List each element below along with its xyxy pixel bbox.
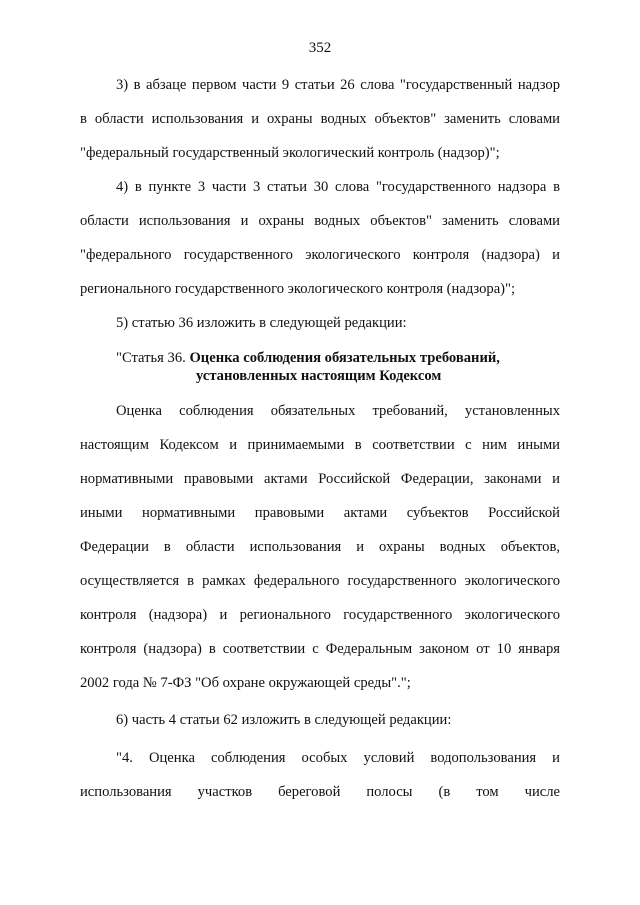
- text-line: "4. Оценка соблюдения особых условий водопользования и: [116, 750, 560, 766]
- article-title-line-1: Оценка соблюдения обязательных требований,: [189, 350, 500, 366]
- text-line: осуществляется в рамках федерального государственного экологического: [80, 573, 560, 589]
- paragraph-item-5: [80, 306, 560, 340]
- paragraph-item-7: [80, 741, 560, 809]
- text-line: области использования и охраны водных объектов" заменить словами: [80, 213, 560, 229]
- text-line: в области использования и охраны водных объектов" заменить словами: [80, 111, 560, 127]
- article-heading: [80, 349, 560, 385]
- text-line: Оценка соблюдения обязательных требований, установленных: [116, 403, 560, 419]
- text-line: 6) часть 4 статьи 62 изложить в следующей редакции:: [116, 712, 452, 728]
- text-line: использования участков береговой полосы (в том числе: [80, 784, 560, 800]
- text-line: Федерации в области использования и охраны водных объектов,: [80, 539, 560, 555]
- article-number: "Статья 36.: [116, 350, 186, 366]
- text-line: 5) статью 36 изложить в следующей редакции:: [116, 315, 407, 331]
- text-line: настоящим Кодексом и принимаемыми в соответствии с ним иными: [80, 437, 560, 453]
- page-number: 352: [308, 40, 332, 56]
- text-line: 4) в пункте 3 части 3 статьи 30 слова "государственного надзора в: [116, 179, 560, 195]
- article-title-line-2: установленных настоящим Кодексом: [196, 368, 442, 384]
- paragraph-item-3: [80, 68, 560, 170]
- text-line: 2002 года № 7-ФЗ "Об охране окружающей среды".";: [80, 675, 411, 691]
- text-line: 3) в абзаце первом части 9 статьи 26 слова "государственный надзор: [116, 77, 560, 93]
- text-line: регионального государственного экологического контроля (надзора)";: [80, 281, 516, 297]
- text-line: контроля (надзора) в соответствии с Федеральным законом от 10 января: [80, 641, 560, 657]
- paragraph-item-4: [80, 170, 560, 306]
- text-line: "федерального государственного экологического контроля (надзора) и: [80, 247, 560, 263]
- text-line: нормативными правовыми актами Российской Федерации, законами и: [80, 471, 560, 487]
- article-body: [80, 394, 560, 700]
- paragraph-item-6: [80, 703, 560, 737]
- text-line: контроля (надзора) и регионального государственного экологического: [80, 607, 560, 623]
- text-line: "федеральный государственный экологический контроль (надзор)";: [80, 145, 500, 161]
- text-line: иными нормативными правовыми актами субъектов Российской: [80, 505, 560, 521]
